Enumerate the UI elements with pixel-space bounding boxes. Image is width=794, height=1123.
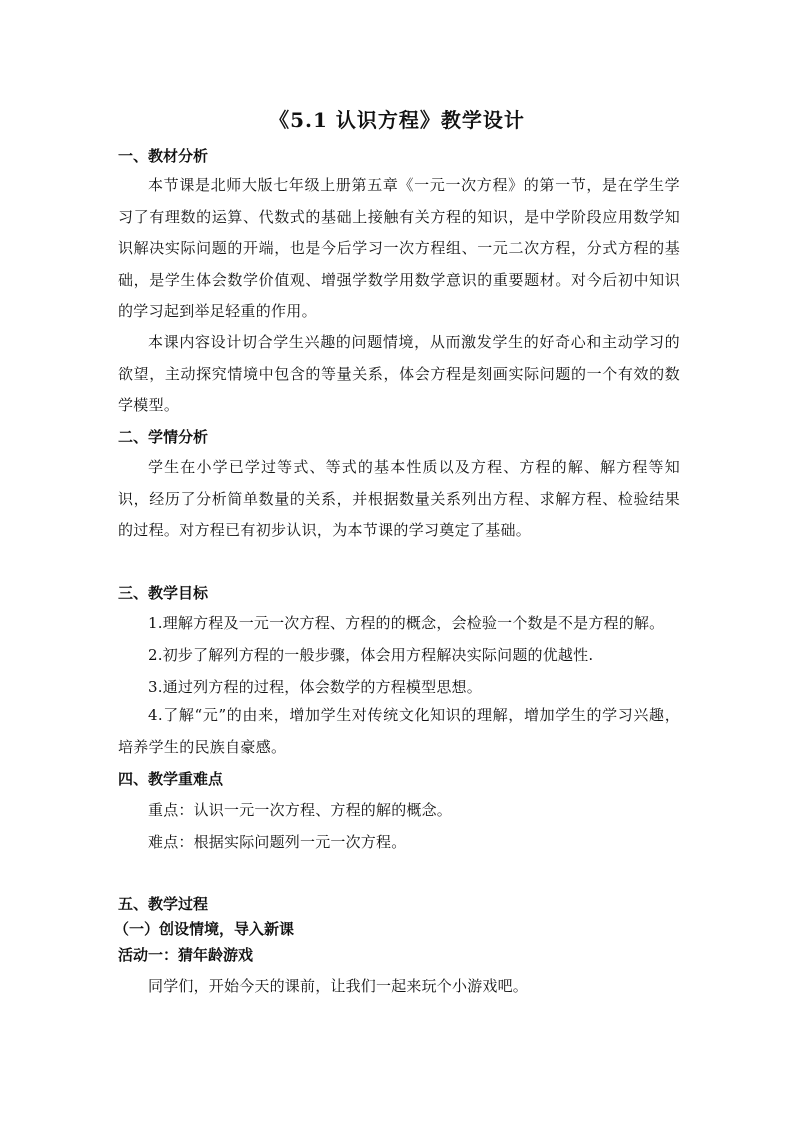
document-title: 《5.1 认识方程》教学设计: [269, 108, 525, 132]
paragraph-textbook-analysis-1: 本节课是北师大版七年级上册第五章《一元一次方程》的第一节，是在学生学习了有理数的运算、代数式的基础上接触有关方程的知识，是中学阶段应用数学知识解决实际问题的开端，也是今后学习一次方程组、一元二次方程，分式方程的基础，是学生体会数学价值观、增强学数学用数学意识的重要题材。对今后初中知识的学习起到举足轻重的作用。: [118, 176, 680, 320]
paragraph-student-analysis: 学生在小学已学过等式、等式的基本性质以及方程、方程的解、解方程等知识，经历了分析简单数量的关系，并根据数量关系列出方程、求解方程、检验结果的过程。对方程已有初步认识，为本节课的学习奠定了基础。: [118, 458, 680, 539]
objective-item-4: 4.了解“元”的由来，增加学生对传统文化知识的理解，增加学生的学习兴趣，培养学生的民族自豪感。: [118, 706, 680, 756]
section-heading-textbook-analysis: 一、教材分析: [118, 147, 209, 165]
activity-heading-guess-age: 活动一：猜年龄游戏: [118, 946, 254, 964]
section-heading-student-analysis: 二、学情分析: [118, 428, 209, 446]
key-point-line: 重点：认识一元一次方程、方程的解的概念。: [148, 801, 453, 819]
section-heading-key-difficult-points: 四、教学重难点: [118, 770, 224, 788]
section-heading-teaching-process: 五、教学过程: [118, 895, 209, 913]
objective-item-1: 1.理解方程及一元一次方程、方程的的概念，会检验一个数是不是方程的解。: [148, 614, 665, 632]
difficult-point-line: 难点：根据实际问题列一元一次方程。: [148, 833, 407, 851]
paragraph-teaching-process-intro: 同学们，开始今天的课前，让我们一起来玩个小游戏吧。: [148, 977, 529, 995]
paragraph-textbook-analysis-2: 本课内容设计切合学生兴趣的问题情境，从而激发学生的好奇心和主动学习的欲望，主动探究情境中包含的等量关系，体会方程是刻画实际问题的一个有效的数学模型。: [118, 333, 680, 414]
section-heading-teaching-objectives: 三、教学目标: [118, 584, 209, 602]
objective-item-3: 3.通过列方程的过程，体会数学的方程模型思想。: [148, 678, 482, 696]
subsection-heading-create-situation: （一）创设情境，导入新课: [114, 920, 295, 938]
objective-item-2: 2.初步了解列方程的一般步骤，体会用方程解决实际问题的优越性.: [148, 646, 594, 664]
